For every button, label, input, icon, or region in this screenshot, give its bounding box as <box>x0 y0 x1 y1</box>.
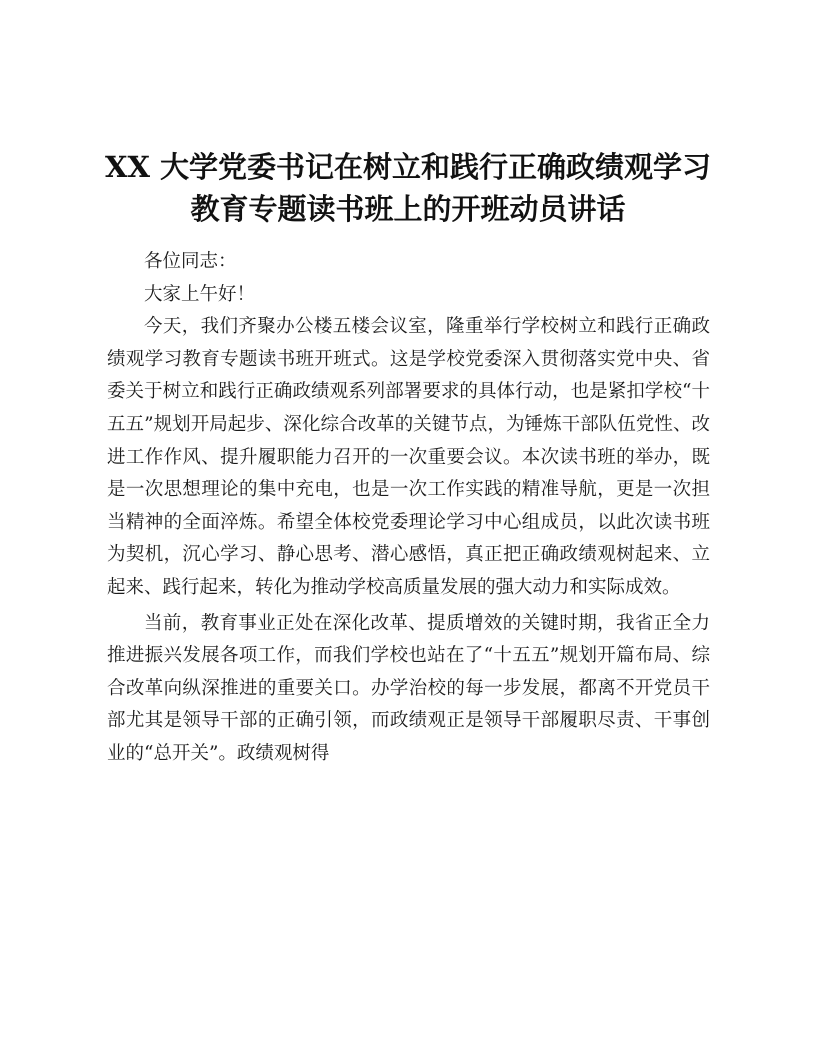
title-line-2: 教育专题读书班上的开班动员讲话 <box>190 192 626 226</box>
document-title <box>100 146 716 230</box>
greeting: 大家上午好！ <box>144 283 256 305</box>
title-line-1: XX 大学党委书记在树立和践行正确政绩观学习 <box>104 150 712 184</box>
document-body <box>107 246 710 771</box>
paragraph-1: 今天，我们齐聚办公楼五楼会议室，隆重举行学校树立和践行正确政绩观学习教育专题读书班开班式。这是学校党委深入贯彻落实党中央、省委关于树立和践行正确政绩观系列部署要求的具体行动，也是紧扣学校“十五五”规划开局起步、深化综合改革的关键节点，为锤炼干部队伍党性、改进工作作风、提升履职能力召开的一次重要会议。本次读书班的举办，既是一次思想理论的集中充电，也是一次工作实践的精准导航，更是一次担当精神的全面淬炼。希望全体校党委理论学习中心组成员，以此次读书班为契机，沉心学习、静心思考、潜心感悟，真正把正确政绩观树起来、立起来、践行起来，转化为推动学校高质量发展的强大动力和实际成效。 <box>107 316 710 598</box>
salutation: 各位同志： <box>144 251 237 272</box>
paragraph-2: 当前，教育事业正处在深化改革、提质增效的关键时期，我省正全力推进振兴发展各项工作，而我们学校也站在了“十五五”规划开篇布局、综合改革向纵深推进的重要关口。办学治校的每一步发展，都离不开党员干部尤其是领导干部的正确引领，而政绩观正是领导干部履职尽责、干事创业的“总开关”。政绩观树得 <box>107 612 710 764</box>
